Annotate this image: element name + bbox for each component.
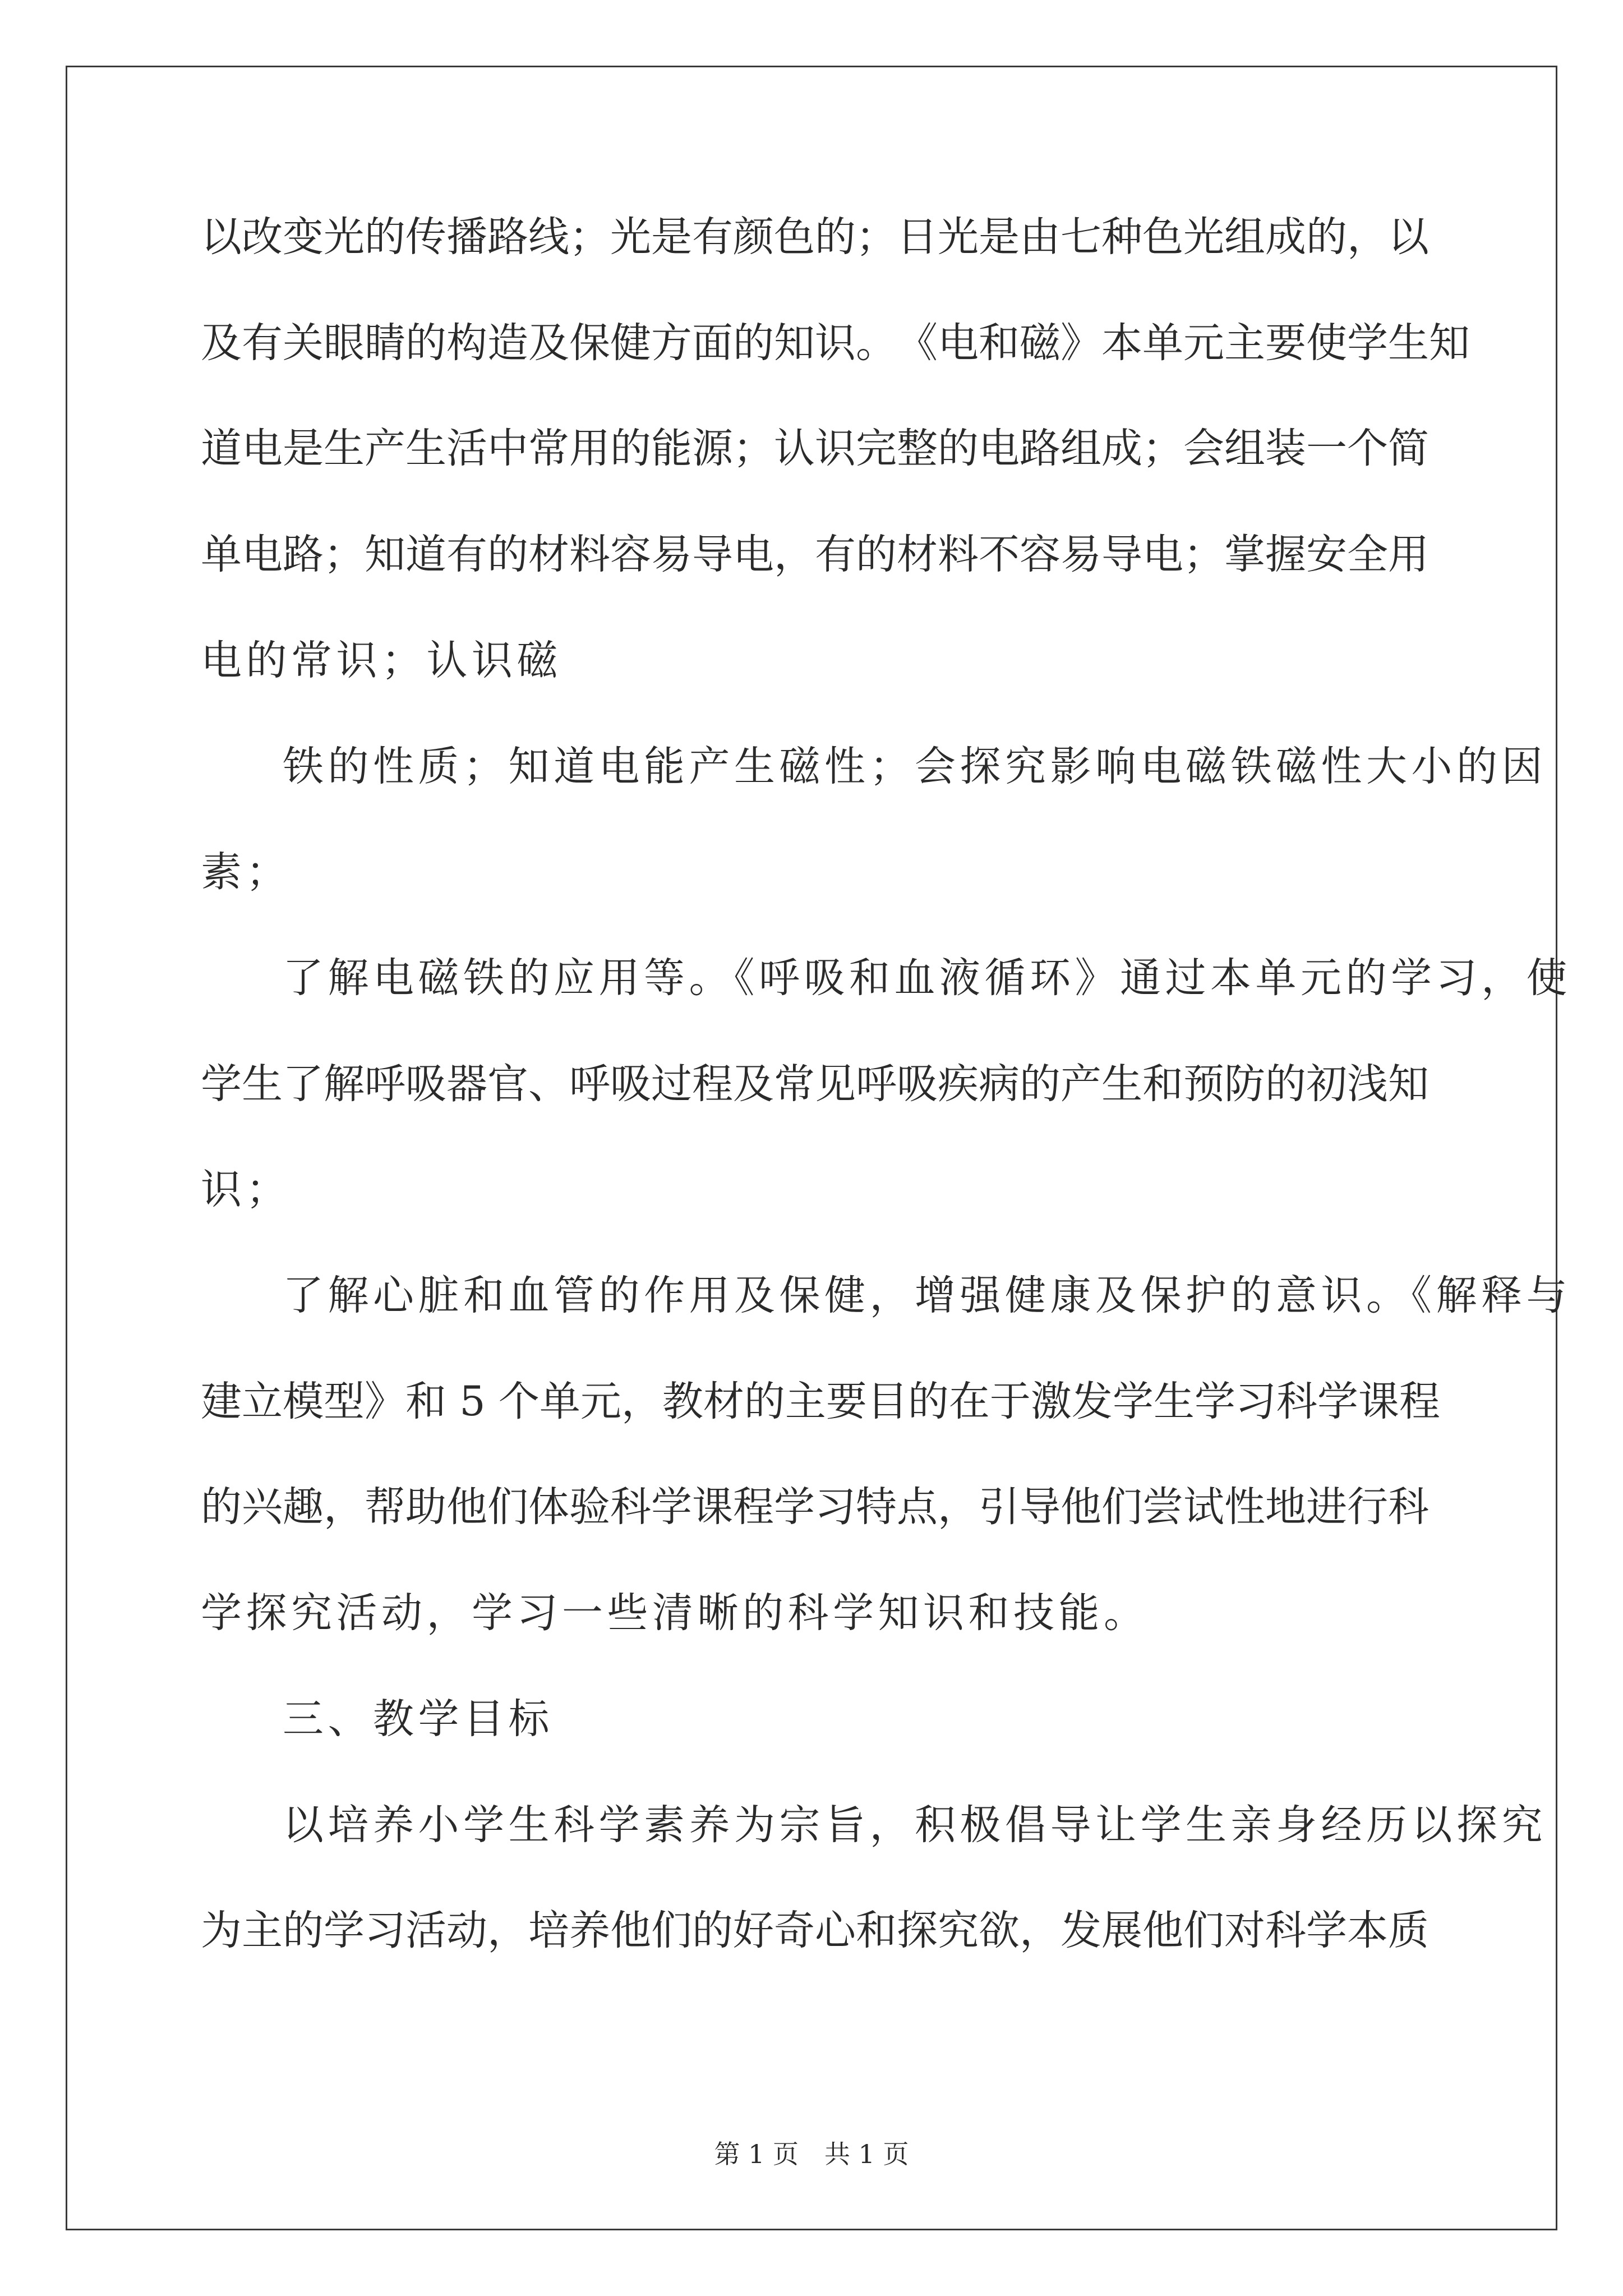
text-line: 道 电 是 生 产 生 活 中 常 用 的 能 源 ； 认 识 完 整 的 电 路 组 成 ； 会 组 装 一 个 简 <box>201 425 1429 473</box>
text-line: 电的常识；认识磁 <box>201 636 562 684</box>
text-line: 学探究活动，学习一些清晰的科学知识和技能。 <box>201 1589 1149 1637</box>
text-line: 铁的性质；知道电能产生磁性；会探究影响电磁铁磁性大小的因 <box>283 742 1547 790</box>
text-line: 了解电磁铁的应用等。《呼吸和血液循环》通过本单元的学习，使 <box>283 954 1571 1002</box>
text-line: 以 改 变 光 的 传 播 路 线 ； 光 是 有 颜 色 的 ； 日 光 是 由 七 种 色 光 组 成 的 ， 以 <box>201 213 1429 261</box>
text-line: 及 有 关 眼 睛 的 构 造 及 保 健 方 面 的 知 识 。 《 电 和 磁 》 本 单 元 主 要 使 学 生 知 <box>201 319 1470 367</box>
text-line: 建 立 模 型 》 和 5 个 单 元 ， 教 材 的 主 要 目 的 在 于 激 发 学 生 学 习 科 学 课 程 <box>201 1377 1440 1425</box>
text-line: 学 生 了 解 呼 吸 器 官 、 呼 吸 过 程 及 常 见 呼 吸 疾 病 的 产 生 和 预 防 的 初 浅 知 <box>201 1060 1429 1108</box>
text-line: 三、教学目标 <box>283 1695 554 1743</box>
text-line: 为 主 的 学 习 活 动 ， 培 养 他 们 的 好 奇 心 和 探 究 欲 ， 发 展 他 们 对 科 学 本 质 <box>201 1907 1429 1955</box>
text-line: 识； <box>201 1166 291 1214</box>
text-line: 单 电 路 ； 知 道 有 的 材 料 容 易 导 电 ， 有 的 材 料 不 容 易 导 电 ； 掌 握 安 全 用 <box>201 531 1429 579</box>
page-footer: 第 1 页 共 1 页 <box>714 2139 909 2169</box>
text-line: 了解心脏和血管的作用及保健，增强健康及保护的意识。《解释与 <box>283 1272 1571 1319</box>
text-line: 素； <box>201 848 291 896</box>
text-line: 以培养小学生科学素养为宗旨，积极倡导让学生亲身经历以探究 <box>283 1801 1547 1849</box>
text-line: 的 兴 趣 ， 帮 助 他 们 体 验 科 学 课 程 学 习 特 点 ， 引 导 他 们 尝 试 性 地 进 行 科 <box>201 1483 1429 1531</box>
